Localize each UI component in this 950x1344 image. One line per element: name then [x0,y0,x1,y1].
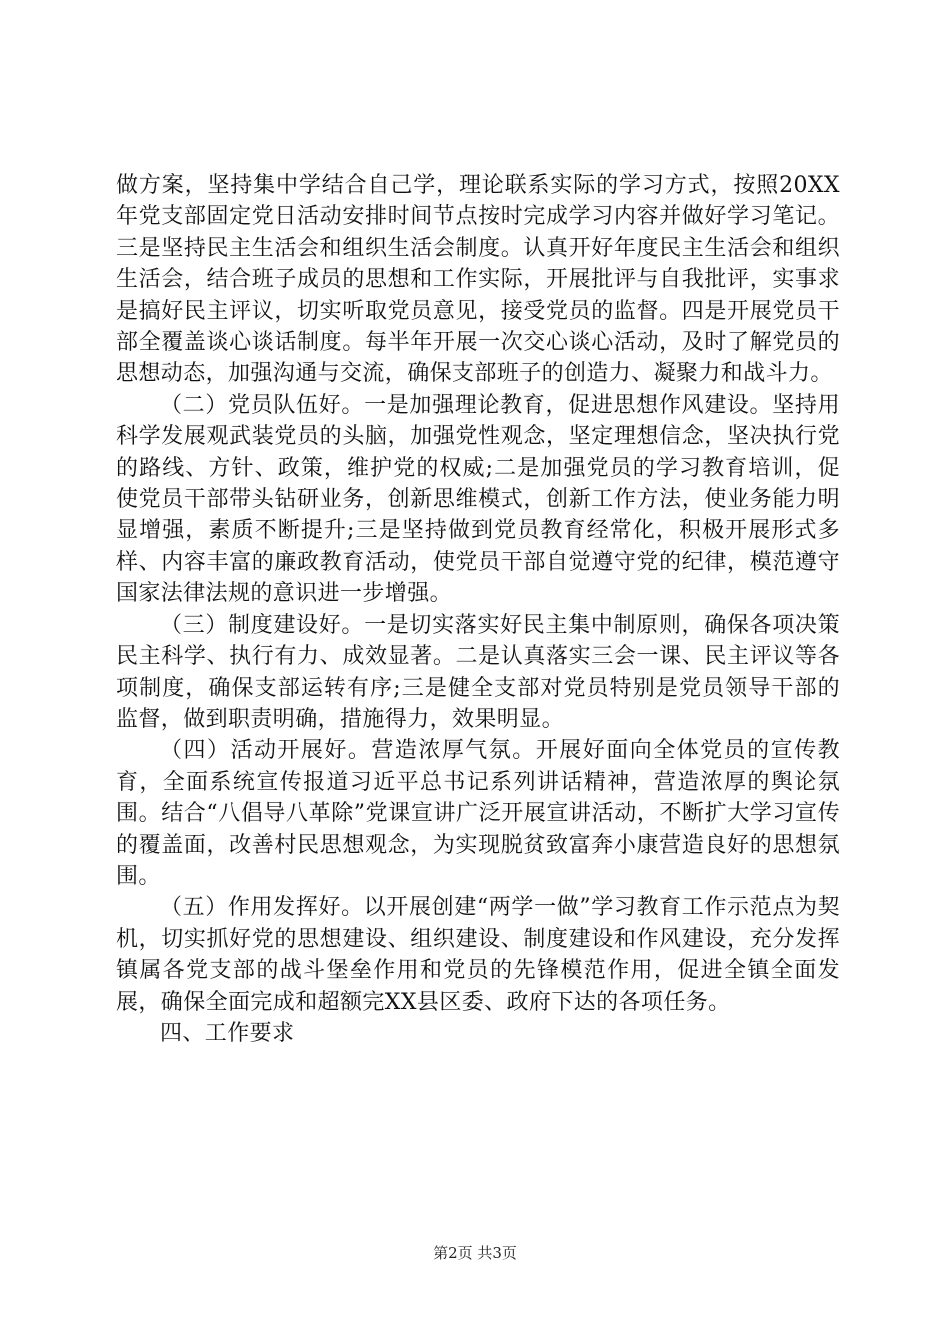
page-footer: 第2页 共3页 [433,1244,517,1262]
paragraph-party-member-team: （二）党员队伍好。一是加强理论教育，促进思想作风建设。坚持用科学发展观武装党员的头脑，加强党性观念，坚定理想信念，坚决执行党的路线、方针、政策，维护党的权威;二是加强党员的学习教育培训，促使党员干部带头钻研业务，创新思维模式，创新工作方法，使业务能力明显增强，素质不断提升;三是坚持做到党员教育经常化，积极开展形式多样、内容丰富的廉政教育活动，使党员干部自觉遵守党的纪律，模范遵守国家法律法规的意识进一步增强。 [116,392,840,607]
document-body [116,170,840,1049]
paragraph-role-playing: （五）作用发挥好。以开展创建“两学一做”学习教育工作示范点为契机，切实抓好党的思想建设、组织建设、制度建设和作风建设，充分发挥镇属各党支部的战斗堡垒作用和党员的先锋模范作用，促进全镇全面发展，确保全面完成和超额完XX县区委、政府下达的各项任务。 [116,895,840,1015]
paragraph-activities: （四）活动开展好。营造浓厚气氛。开展好面向全体党员的宣传教育，全面系统宣传报道习近平总书记系列讲话精神，营造浓厚的舆论氛围。结合“八倡导八革除”党课宣讲广泛开展宣讲活动，不断扩大学习宣传的覆盖面，改善村民思想观念，为实现脱贫致富奔小康营造良好的思想氛围。 [116,738,840,889]
section-heading-work-requirements: 四、工作要求 [160,1020,295,1046]
paragraph-continuation: 做方案，坚持集中学结合自己学，理论联系实际的学习方式，按照20XX年党支部固定党日活动安排时间节点按时完成学习内容并做好学习笔记。三是坚持民主生活会和组织生活会制度。认真开好年度民主生活会和组织生活会，结合班子成员的思想和工作实际，开展批评与自我批评，实事求是搞好民主评议，切实听取党员意见，接受党员的监督。四是开展党员干部全覆盖谈心谈话制度。每半年开展一次交心谈心活动，及时了解党员的思想动态，加强沟通与交流，确保支部班子的创造力、凝聚力和战斗力。 [116,173,840,387]
paragraph-system-building: （三）制度建设好。一是切实落实好民主集中制原则，确保各项决策民主科学、执行有力、成效显著。二是认真落实三会一课、民主评议等各项制度，确保支部运转有序;三是健全支部对党员特别是党员领导干部的监督，做到职责明确，措施得力，效果明显。 [116,612,840,732]
